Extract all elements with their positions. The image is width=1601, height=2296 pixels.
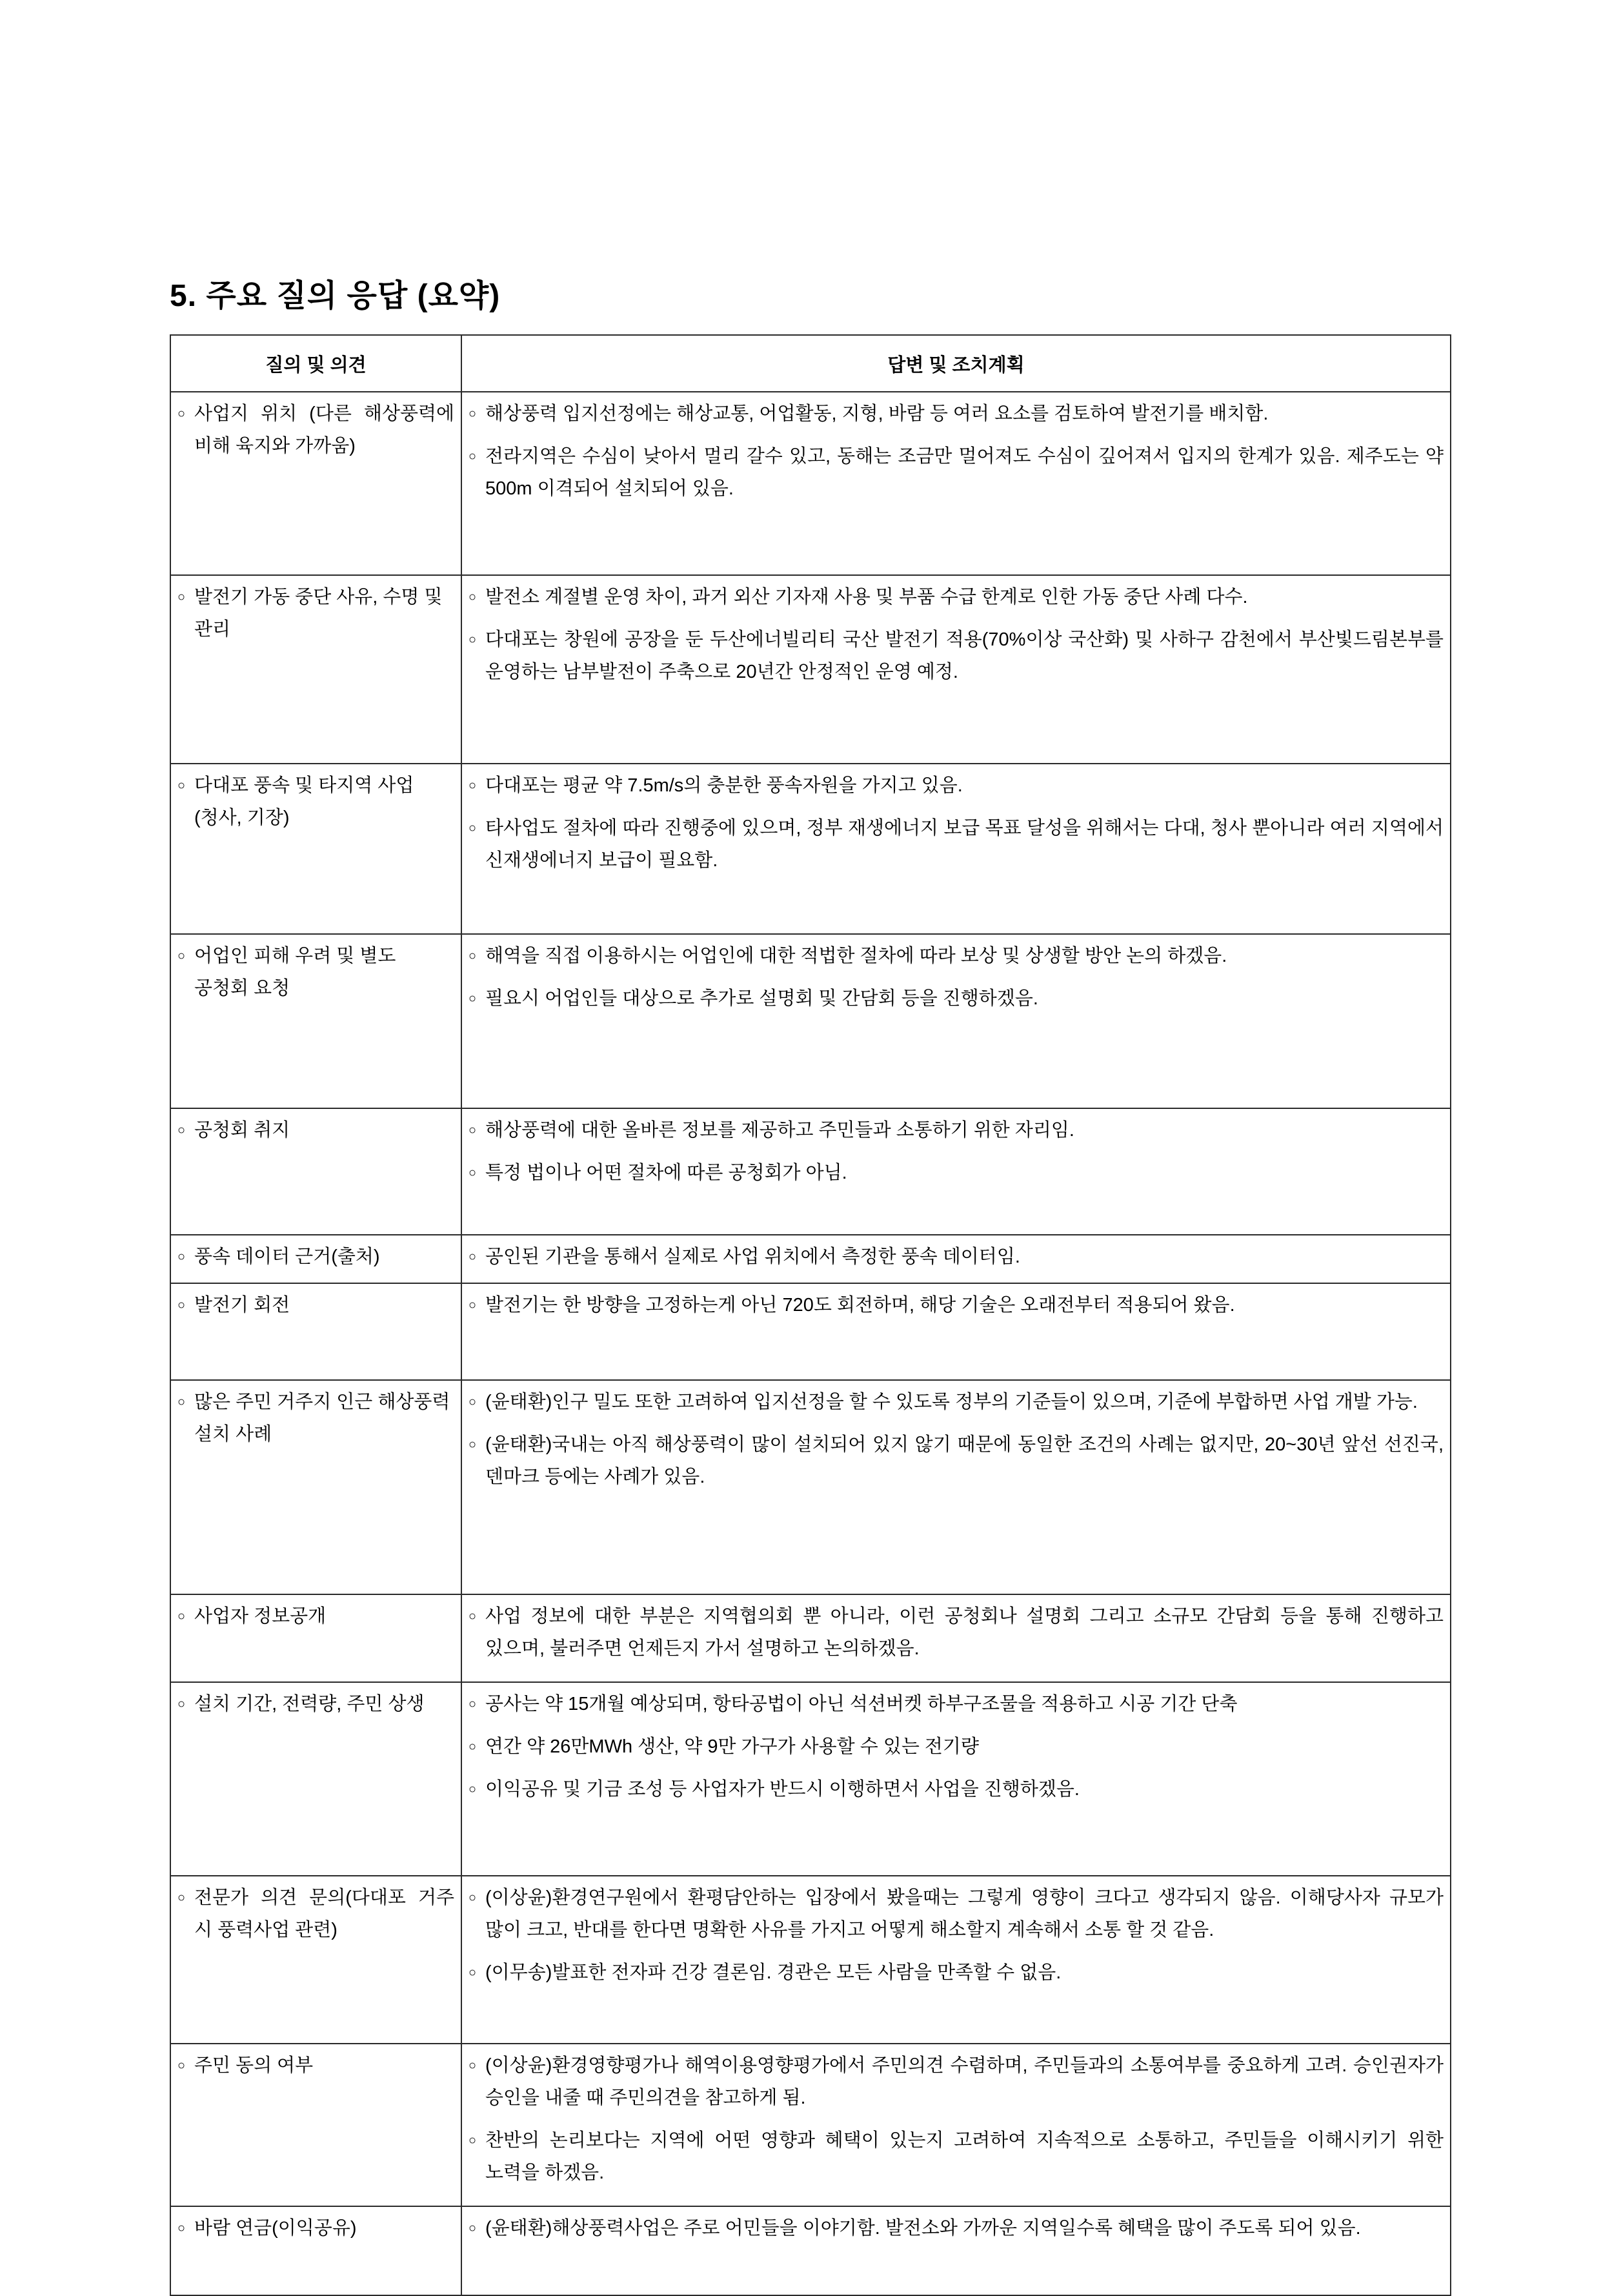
bullet-icon: ○ xyxy=(468,1890,477,1905)
bullet-icon: ○ xyxy=(468,590,477,604)
question-bullet xyxy=(177,1115,454,1147)
answer-bullet xyxy=(468,2050,1444,2115)
bullet-icon: ○ xyxy=(468,1739,477,1754)
answer-cell xyxy=(461,1594,1451,1682)
bullet-icon: ○ xyxy=(468,632,477,647)
answer-bullet xyxy=(468,582,1444,614)
question-cell xyxy=(170,575,461,764)
bullet-text: 해상풍력 입지선정에는 해상교통, 어업활동, 지형, 바람 등 여러 요소를 검토하여 발전기를 배치함. xyxy=(485,403,1269,424)
table-row xyxy=(170,1682,1451,1876)
bullet-icon: ○ xyxy=(177,2058,186,2073)
question-bullet xyxy=(177,582,454,646)
cell-content xyxy=(462,1284,1450,1331)
qa-summary-table xyxy=(170,334,1451,2296)
answer-bullet xyxy=(468,1241,1444,1274)
bullet-icon: ○ xyxy=(468,991,477,1006)
cell-content xyxy=(171,1284,461,1331)
answer-bullet xyxy=(468,624,1444,689)
answer-bullet xyxy=(468,1157,1444,1190)
question-bullet xyxy=(177,1601,454,1633)
bullet-icon: ○ xyxy=(468,407,477,421)
table-row xyxy=(170,1283,1451,1380)
cell-content xyxy=(171,935,461,1014)
bullet-text: 사업지 위치 (다른 해상풍력에 비해 육지와 가까움) xyxy=(194,403,454,456)
answer-bullet xyxy=(468,1689,1444,1721)
answer-cell xyxy=(461,392,1451,575)
question-bullet xyxy=(177,1290,454,1322)
question-bullet xyxy=(177,398,454,463)
bullet-text: 어업인 피해 우려 및 별도 공청회 요청 xyxy=(194,946,396,999)
answer-bullet xyxy=(468,2213,1444,2245)
question-bullet xyxy=(177,940,454,1005)
bullet-text: 공사는 약 15개월 예상되며, 항타공법이 아닌 석션버켓 하부구조물을 적용하고 시공 기간 단축 xyxy=(485,1693,1238,1714)
answer-bullet xyxy=(468,940,1444,973)
question-bullet xyxy=(177,2213,454,2245)
bullet-icon: ○ xyxy=(468,1165,477,1180)
bullet-icon: ○ xyxy=(468,820,477,835)
bullet-text: 다대포 풍속 및 타지역 사업(청사, 기장) xyxy=(194,775,414,828)
answer-bullet xyxy=(468,770,1444,802)
answer-bullet xyxy=(468,1882,1444,1947)
bullet-icon: ○ xyxy=(468,1437,477,1452)
table-row xyxy=(170,1235,1451,1283)
bullet-icon: ○ xyxy=(468,1782,477,1796)
answer-cell xyxy=(461,764,1451,934)
answer-bullet xyxy=(468,1429,1444,1494)
cell-content xyxy=(462,935,1450,1024)
answer-cell xyxy=(461,1380,1451,1594)
table-row xyxy=(170,1594,1451,1682)
bullet-text: 설치 기간, 전력량, 주민 상생 xyxy=(194,1693,425,1714)
table-row xyxy=(170,934,1451,1108)
bullet-text: 발전기는 한 방향을 고정하는게 아닌 720도 회전하며, 해당 기술은 오래전부터 적용되어 왔음. xyxy=(485,1294,1235,1316)
cell-content xyxy=(171,392,461,472)
column-header-answer: 답변 및 조치계획 xyxy=(461,335,1451,392)
bullet-text: 공청회 취지 xyxy=(194,1120,290,1141)
bullet-icon: ○ xyxy=(177,1890,186,1905)
cell-content xyxy=(462,764,1450,886)
answer-bullet xyxy=(468,1601,1444,1665)
table-row xyxy=(170,2206,1451,2295)
bullet-text: 다대포는 창원에 공장을 둔 두산에너빌리티 국산 발전기 적용(70%이상 국산화) 및 사하구 감천에서 부산빛드림본부를 운영하는 남부발전이 주축으로 20년간 안정적인 운영 예정. xyxy=(485,629,1444,682)
answer-cell xyxy=(461,2206,1451,2295)
bullet-icon: ○ xyxy=(177,1250,186,1264)
bullet-text: 발전기 가동 중단 사유, 수명 및 관리 xyxy=(194,587,443,640)
bullet-icon: ○ xyxy=(468,2133,477,2148)
question-bullet xyxy=(177,2050,454,2082)
bullet-icon: ○ xyxy=(468,949,477,963)
table-row xyxy=(170,764,1451,934)
bullet-text: 다대포는 평균 약 7.5m/s의 충분한 풍속자원을 가지고 있음. xyxy=(485,775,963,796)
answer-cell xyxy=(461,2044,1451,2206)
bullet-text: 풍속 데이터 근거(출처) xyxy=(194,1246,380,1267)
answer-bullet xyxy=(468,983,1444,1015)
cell-content xyxy=(462,392,1450,514)
bullet-icon: ○ xyxy=(177,2220,186,2235)
question-cell xyxy=(170,1594,461,1682)
bullet-text: 사업 정보에 대한 부분은 지역협의회 뿐 아니라, 이런 공청회나 설명회 그리고 소규모 간담회 등을 통해 진행하고 있으며, 불러주면 언제든지 가서 설명하고 논의하겠음. xyxy=(485,1605,1444,1659)
bullet-text: 전문가 의견 문의(다대포 거주 시 풍력사업 관련) xyxy=(194,1887,454,1940)
bullet-icon: ○ xyxy=(177,407,186,421)
question-cell xyxy=(170,1108,461,1235)
cell-content xyxy=(171,1235,461,1283)
bullet-text: 특정 법이나 어떤 절차에 따른 공청회가 아님. xyxy=(485,1162,847,1183)
cell-content xyxy=(462,2044,1450,2199)
question-cell xyxy=(170,1876,461,2044)
table-row xyxy=(170,1876,1451,2044)
cell-content xyxy=(462,576,1450,698)
cell-content xyxy=(171,764,461,844)
answer-cell xyxy=(461,1108,1451,1235)
table-header xyxy=(170,335,1451,392)
table-row xyxy=(170,392,1451,575)
bullet-icon: ○ xyxy=(177,1609,186,1623)
cell-content xyxy=(462,2207,1450,2254)
answer-bullet xyxy=(468,813,1444,877)
bullet-text: 해역을 직접 이용하시는 어업인에 대한 적법한 절차에 따라 보상 및 상생할 방안 논의 하겠음. xyxy=(485,946,1227,966)
question-cell xyxy=(170,2044,461,2206)
bullet-text: (윤태환)인구 밀도 또한 고려하여 입지선정을 할 수 있도록 정부의 기준들이 있으며, 기준에 부합하면 사업 개발 가능. xyxy=(485,1391,1418,1412)
cell-content xyxy=(171,2044,461,2091)
bullet-icon: ○ xyxy=(177,949,186,963)
cell-content xyxy=(171,1876,461,1956)
answer-bullet xyxy=(468,1774,1444,1806)
question-cell xyxy=(170,2206,461,2295)
answer-bullet xyxy=(468,398,1444,431)
bullet-text: 발전소 계절별 운영 차이, 과거 외산 기자재 사용 및 부품 수급 한계로 인한 가동 중단 사례 다수. xyxy=(485,587,1248,607)
bullet-text: (이상윤)환경영향평가나 해역이용영향평가에서 주민의견 수렴하며, 주민들과의 소통여부를 중요하게 고려. 승인권자가 승인을 내줄 때 주민의견을 참고하게 됨. xyxy=(485,2055,1444,2108)
answer-bullet xyxy=(468,1731,1444,1763)
cell-content xyxy=(171,576,461,655)
answer-bullet xyxy=(468,2125,1444,2189)
cell-content xyxy=(462,1683,1450,1815)
cell-content xyxy=(462,1109,1450,1199)
bullet-icon: ○ xyxy=(177,1394,186,1409)
bullet-icon: ○ xyxy=(468,1297,477,1312)
bullet-icon: ○ xyxy=(468,1965,477,1980)
table-row xyxy=(170,2044,1451,2206)
cell-content xyxy=(462,1381,1450,1503)
bullet-text: 타사업도 절차에 따라 진행중에 있으며, 정부 재생에너지 보급 목표 달성을 위해서는 다대, 청사 뿐아니라 여러 지역에서 신재생에너지 보급이 필요함. xyxy=(485,817,1444,871)
bullet-text: 연간 약 26만MWh 생산, 약 9만 가구가 사용할 수 있는 전기량 xyxy=(485,1736,979,1757)
cell-content xyxy=(462,1595,1450,1674)
question-bullet xyxy=(177,1241,454,1274)
bullet-icon: ○ xyxy=(468,778,477,793)
table-row xyxy=(170,1108,1451,1235)
bullet-text: 공인된 기관을 통해서 실제로 사업 위치에서 측정한 풍속 데이터임. xyxy=(485,1246,1020,1267)
table-header-row xyxy=(170,335,1451,392)
answer-bullet xyxy=(468,1290,1444,1322)
bullet-icon: ○ xyxy=(468,1250,477,1264)
table-body xyxy=(170,392,1451,2295)
question-bullet xyxy=(177,1689,454,1721)
bullet-icon: ○ xyxy=(177,1123,186,1137)
bullet-icon: ○ xyxy=(468,2220,477,2235)
bullet-text: (윤태환)국내는 아직 해상풍력이 많이 설치되어 있지 않기 때문에 동일한 조건의 사례는 없지만, 20~30년 앞선 선진국, 덴마크 등에는 사례가 있음. xyxy=(485,1434,1444,1487)
bullet-text: 전라지역은 수심이 낮아서 멀리 갈수 있고, 동해는 조금만 멀어져도 수심이 깊어져서 입지의 한계가 있음. 제주도는 약 500m 이격되어 설치되어 있음. xyxy=(485,445,1444,499)
bullet-text: 찬반의 논리보다는 지역에 어떤 영향과 혜택이 있는지 고려하여 지속적으로 소통하고, 주민들을 이해시키기 위한 노력을 하겠음. xyxy=(485,2129,1444,2183)
cell-content xyxy=(171,1381,461,1460)
bullet-icon: ○ xyxy=(468,1696,477,1711)
bullet-text: (이상윤)환경연구원에서 환평담안하는 입장에서 봤을때는 그렇게 영향이 크다고 생각되지 않음. 이해당사자 규모가 많이 크고, 반대를 한다면 명확한 사유를 가지고 어떻게 해소할지 계속해서 소통 할 것 같음. xyxy=(485,1887,1444,1940)
question-cell xyxy=(170,934,461,1108)
question-bullet xyxy=(177,1882,454,1947)
answer-cell xyxy=(461,1283,1451,1380)
question-cell xyxy=(170,1235,461,1283)
bullet-text: 해상풍력에 대한 올바른 정보를 제공하고 주민들과 소통하기 위한 자리임. xyxy=(485,1120,1074,1141)
bullet-text: 바람 연금(이익공유) xyxy=(194,2217,357,2239)
page-title: 5. 주요 질의 응답 (요약) xyxy=(170,279,501,314)
table-row xyxy=(170,1380,1451,1594)
bullet-text: 필요시 어업인들 대상으로 추가로 설명회 및 간담회 등을 진행하겠음. xyxy=(485,988,1038,1009)
bullet-icon: ○ xyxy=(468,1394,477,1409)
bullet-text: 사업자 정보공개 xyxy=(194,1605,327,1627)
bullet-text: 발전기 회전 xyxy=(194,1294,290,1316)
question-bullet xyxy=(177,770,454,835)
bullet-icon: ○ xyxy=(177,590,186,604)
answer-cell xyxy=(461,1876,1451,2044)
cell-content xyxy=(171,1595,461,1642)
bullet-text: 이익공유 및 기금 조성 등 사업자가 반드시 이행하면서 사업을 진행하겠음. xyxy=(485,1778,1080,1800)
answer-bullet xyxy=(468,1387,1444,1419)
bullet-text: 많은 주민 거주지 인근 해상풍력 설치 사례 xyxy=(194,1391,450,1445)
cell-content xyxy=(462,1876,1450,1998)
answer-cell xyxy=(461,575,1451,764)
question-cell xyxy=(170,764,461,934)
question-cell xyxy=(170,1682,461,1876)
answer-cell xyxy=(461,1682,1451,1876)
question-bullet xyxy=(177,1387,454,1451)
answer-bullet xyxy=(468,441,1444,505)
bullet-icon: ○ xyxy=(468,1123,477,1137)
column-header-question: 질의 및 의견 xyxy=(170,335,461,392)
bullet-icon: ○ xyxy=(177,1696,186,1711)
bullet-icon: ○ xyxy=(468,2058,477,2073)
question-cell xyxy=(170,1283,461,1380)
bullet-icon: ○ xyxy=(468,1609,477,1623)
question-cell xyxy=(170,1380,461,1594)
bullet-text: 주민 동의 여부 xyxy=(194,2055,314,2076)
cell-content xyxy=(171,2207,461,2254)
answer-cell xyxy=(461,1235,1451,1283)
bullet-text: (윤태환)해상풍력사업은 주로 어민들을 이야기함. 발전소와 가까운 지역일수록 혜택을 많이 주도록 되어 있음. xyxy=(485,2217,1361,2239)
bullet-icon: ○ xyxy=(177,778,186,793)
bullet-icon: ○ xyxy=(468,449,477,463)
answer-bullet xyxy=(468,1957,1444,1989)
cell-content xyxy=(171,1683,461,1730)
bullet-text: (이무송)발표한 전자파 건강 결론임. 경관은 모든 사람을 만족할 수 없음. xyxy=(485,1962,1062,1983)
cell-content xyxy=(171,1109,461,1156)
cell-content xyxy=(462,1235,1450,1283)
bullet-icon: ○ xyxy=(177,1297,186,1312)
answer-cell xyxy=(461,934,1451,1108)
table-row xyxy=(170,575,1451,764)
answer-bullet xyxy=(468,1115,1444,1147)
question-cell xyxy=(170,392,461,575)
